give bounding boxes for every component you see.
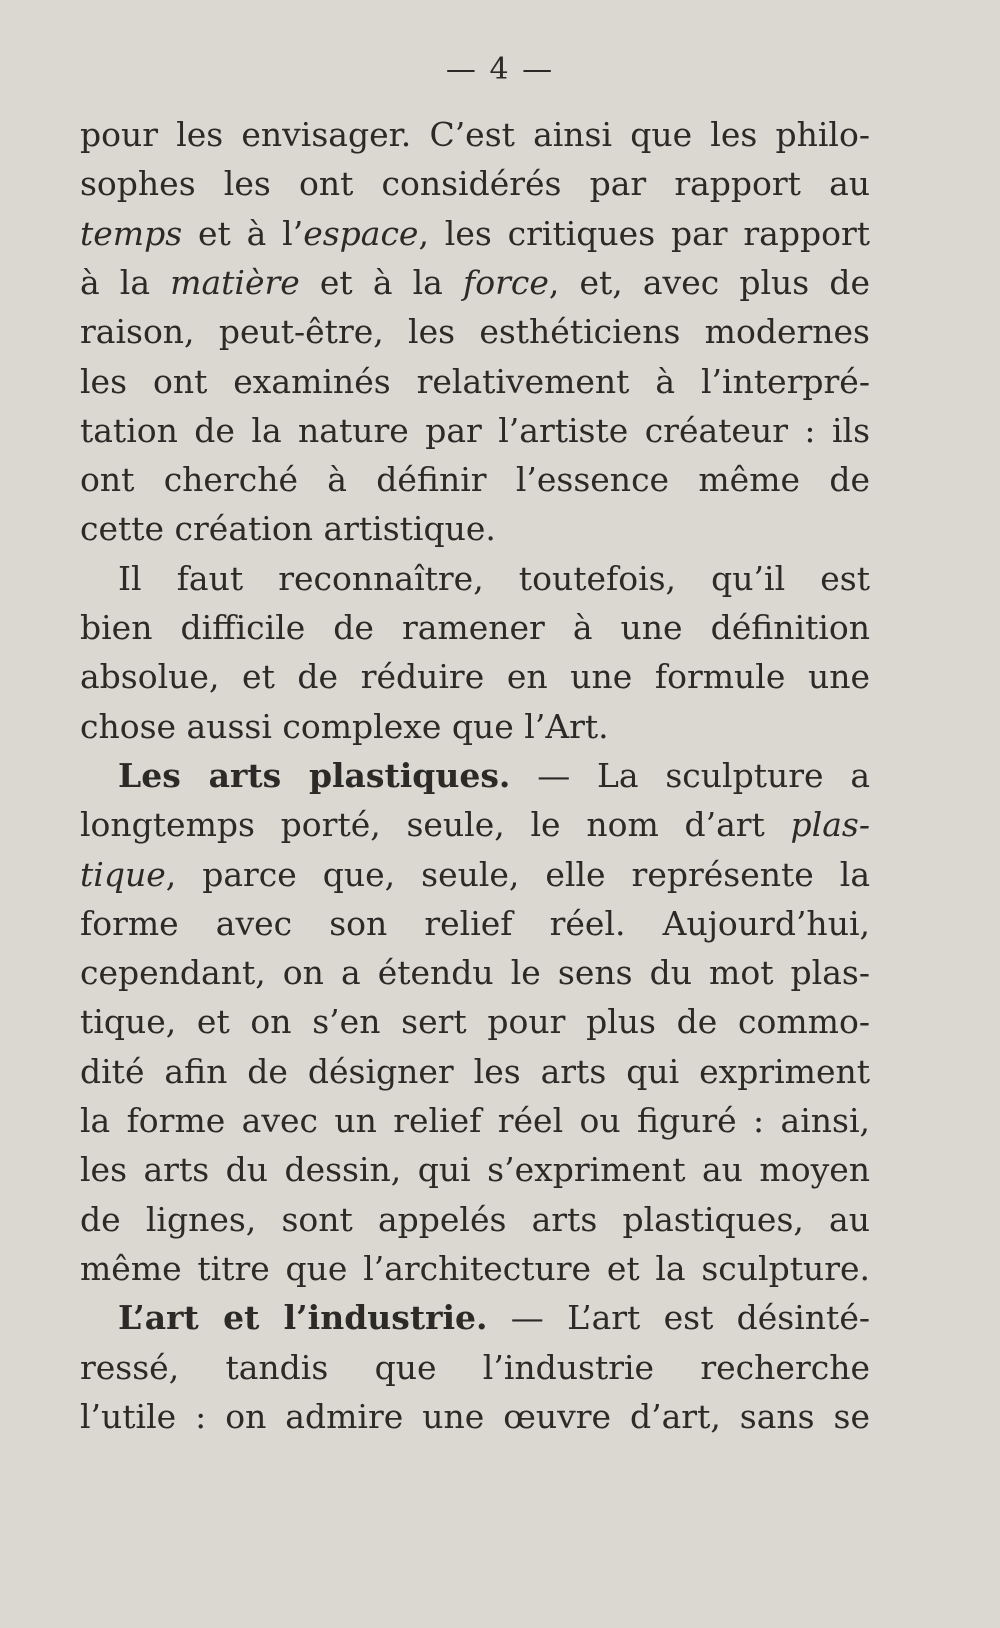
text-line [80,1343,870,1393]
text-line [80,110,870,160]
text-line [80,1145,870,1195]
text-run: de lignes, sont appelés arts plastiques, au [80,1199,870,1239]
text-line [80,1096,870,1146]
text-run: ressé, tandis que l’industrie recherche [80,1347,870,1387]
italic-term: matière [170,262,300,302]
page-number: — 4 — [445,52,555,87]
text-line [80,406,870,456]
text-line [118,751,870,801]
text-run: les ont examinés relativement à l’interpré- [80,361,870,401]
text-run: — L’art est désinté- [487,1298,870,1338]
text-line [80,159,870,209]
text-run: les arts du dessin, qui s’expriment au moyen [80,1150,870,1190]
text-line [80,899,870,949]
text-run: pour les envisager. C’est ainsi que les philo- [80,115,870,154]
text-run: et à la [299,262,463,302]
text-run: ont cherché à définir l’essence même de [80,460,870,500]
text-run: tique, et on s’en sert pour plus de commo- [80,1002,870,1042]
text-run: , parce que, seule, elle représente la [165,854,870,894]
text-line [80,1047,870,1097]
text-line [80,1392,870,1442]
text-run: chose aussi complexe que l’Art. [80,706,609,746]
text-line [80,307,870,357]
section-heading: Les arts plastiques. [118,755,511,795]
text-run: dité afin de désigner les arts qui expriment [80,1051,870,1091]
italic-term: espace [303,213,419,253]
text-line [80,455,870,505]
text-line [118,554,870,604]
text-run: , et, avec plus de [548,262,870,302]
text-line [80,850,870,900]
text-run: à la [80,262,171,302]
text-line [80,1244,870,1294]
text-line [80,652,870,702]
text-run: et à l’ [182,213,304,253]
text-line [80,948,870,998]
text-run: sophes les ont considérés par rapport au [80,164,870,204]
text-run: raison, peut-être, les esthéticiens modernes [80,312,870,352]
text-run: la forme avec un relief réel ou figuré : ainsi, [80,1101,870,1140]
text-run: tation de la nature par l’artiste créateur : ils [80,410,870,450]
text-line [80,258,870,308]
text-line [80,702,870,752]
text-line [80,800,870,850]
text-run: cependant, on a étendu le sens du mot plas- [80,953,870,993]
text-line [80,357,870,407]
text-run: Il faut reconnaître, toutefois, qu’il est [118,558,870,598]
text-run: forme avec son relief réel. Aujourd’hui, [80,903,870,943]
text-line [80,1195,870,1245]
text-line [80,209,870,259]
section-heading: L’art et l’industrie. [118,1298,488,1338]
text-line [80,997,870,1047]
italic-term: temps [80,213,183,253]
italic-term: tique [80,854,166,894]
text-run: l’utile : on admire une œuvre d’art, sans se [80,1396,870,1436]
italic-term: plas- [790,805,870,845]
text-run: absolue, et de réduire en une formule une [80,657,870,697]
text-run: cette création artistique. [80,509,496,549]
text-run: longtemps porté, seule, le nom d’art [80,805,791,845]
text-run: , les critiques par rapport [418,213,870,253]
text-run: bien difficile de ramener à une définition [80,608,870,647]
text-run: même titre que l’architecture et la sculpture. [80,1248,870,1288]
text-run: — La sculpture a [510,755,870,795]
text-line [118,1293,870,1343]
text-line [80,603,870,653]
text-line [80,504,870,554]
italic-term: force [462,262,549,302]
